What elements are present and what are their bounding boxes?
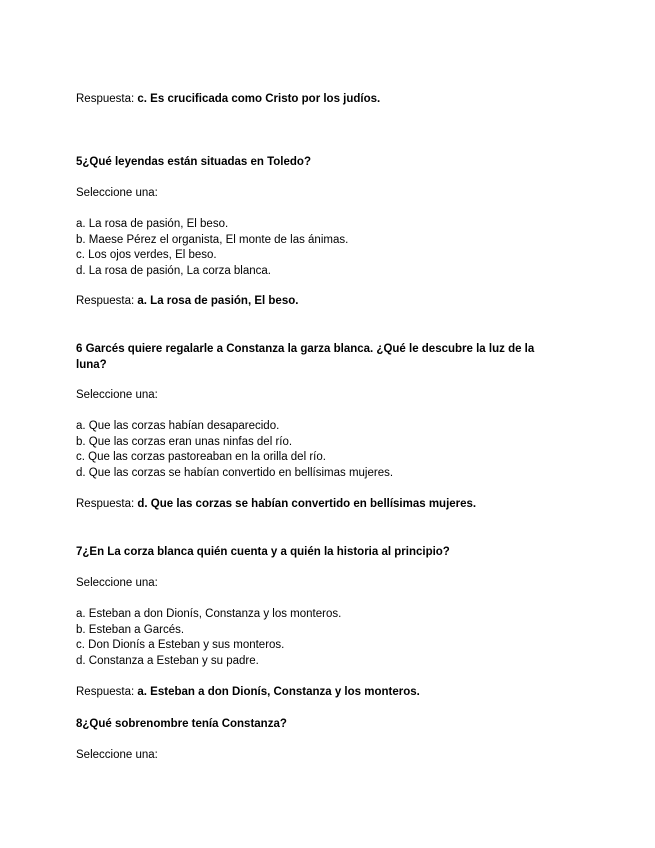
q8-prompt: Seleccione una: — [76, 749, 158, 761]
q6-prompt: Seleccione una: — [76, 389, 158, 401]
q4-answer: c. Es crucificada como Cristo por los judíos. — [137, 93, 381, 105]
q7-question: 7¿En La corza blanca quién cuenta y a quién la historia al principio? — [76, 546, 450, 558]
q7-option-b: b. Esteban a Garcés. — [76, 623, 185, 636]
answer-label: Respuesta: — [76, 498, 135, 510]
q6-answer: d. Que las corzas se habían convertido en bellísimas mujeres. — [137, 498, 477, 510]
q6-option-c: c. Que las corzas pastoreaban en la orilla del río. — [76, 451, 326, 464]
q7-option-c: c. Don Dionís a Esteban y sus monteros. — [76, 639, 285, 652]
q6-question: 6 Garcés quiere regalarle a Constanza la garza blanca. ¿Qué le descubre la luz de la luna? — [76, 343, 535, 371]
answer-label: Respuesta: — [76, 93, 135, 105]
q5-answer: a. La rosa de pasión, El beso. — [137, 295, 299, 307]
q4-answer-line — [76, 92, 559, 108]
q8-question: 8¿Qué sobrenombre tenía Constanza? — [76, 718, 287, 730]
q7-answer-line — [76, 685, 559, 701]
q7-option-d: d. Constanza a Esteban y su padre. — [76, 654, 259, 667]
q5-question: 5¿Qué leyendas están situadas en Toledo? — [76, 156, 311, 168]
q6-answer-line — [76, 497, 559, 513]
q5-option-b: b. Maese Pérez el organista, El monte de las ánimas. — [76, 233, 349, 246]
q7-option-a: a. Esteban a don Dionís, Constanza y los monteros. — [76, 608, 342, 620]
answer-label: Respuesta: — [76, 686, 135, 698]
q5-prompt: Seleccione una: — [76, 187, 158, 199]
q6-options — [76, 419, 559, 481]
q7-prompt: Seleccione una: — [76, 577, 158, 589]
q6-option-a: a. Que las corzas habían desaparecido. — [76, 420, 280, 432]
q5-option-d: d. La rosa de pasión, La corza blanca. — [76, 264, 271, 277]
q7-options — [76, 607, 559, 669]
q6-option-b: b. Que las corzas eran unas ninfas del río. — [76, 435, 293, 448]
q7-answer: a. Esteban a don Dionís, Constanza y los monteros. — [137, 686, 420, 698]
q5-option-a: a. La rosa de pasión, El beso. — [76, 218, 229, 230]
q5-answer-line — [76, 294, 559, 310]
q5-option-c: c. Los ojos verdes, El beso. — [76, 249, 217, 262]
answer-label: Respuesta: — [76, 295, 135, 307]
q5-options — [76, 217, 559, 279]
q6-option-d: d. Que las corzas se habían convertido en bellísimas mujeres. — [76, 466, 394, 479]
